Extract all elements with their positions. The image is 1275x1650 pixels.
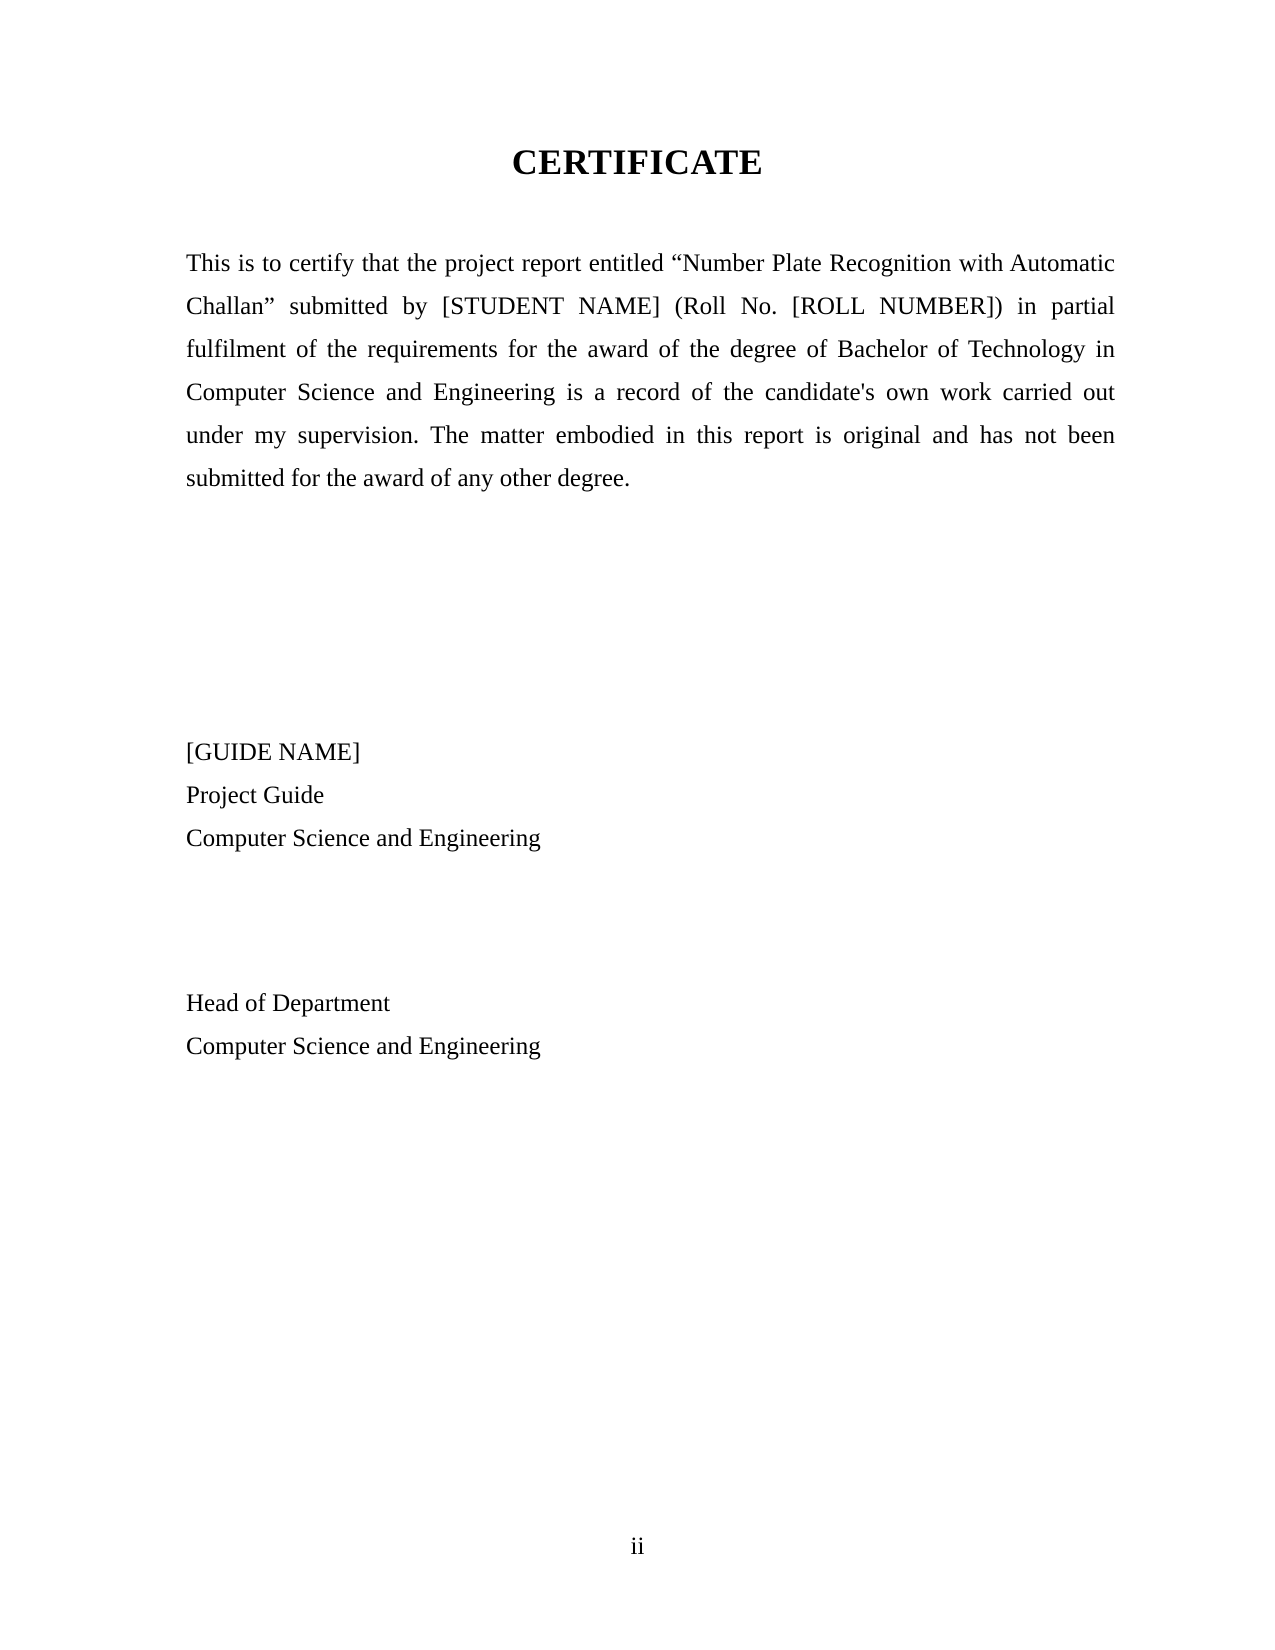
hod-signature-block <box>186 982 541 1068</box>
certificate-body: This is to certify that the project report entitled “Number Plate Recognition with Automatic Challan” submitted by [STUDENT NAME] (Roll No. [ROLL NUMBER]) in partial fulfilment of the requirements for the award of the degree of Bachelor of Technology in Computer Science and Engineering is a record of the candidate's own work carried out under my supervision. The matter embodied in this report is original and has not been submitted for the award of any other degree. <box>186 250 1115 492</box>
hod-department: Computer Science and Engineering <box>186 1033 541 1060</box>
guide-name: [GUIDE NAME] <box>186 739 361 766</box>
guide-role: Project Guide <box>186 782 325 809</box>
page-title: CERTIFICATE <box>511 142 764 182</box>
hod-role: Head of Department <box>186 990 391 1017</box>
page-number: ii <box>630 1533 645 1560</box>
guide-signature-block <box>186 731 541 860</box>
guide-department: Computer Science and Engineering <box>186 825 541 852</box>
